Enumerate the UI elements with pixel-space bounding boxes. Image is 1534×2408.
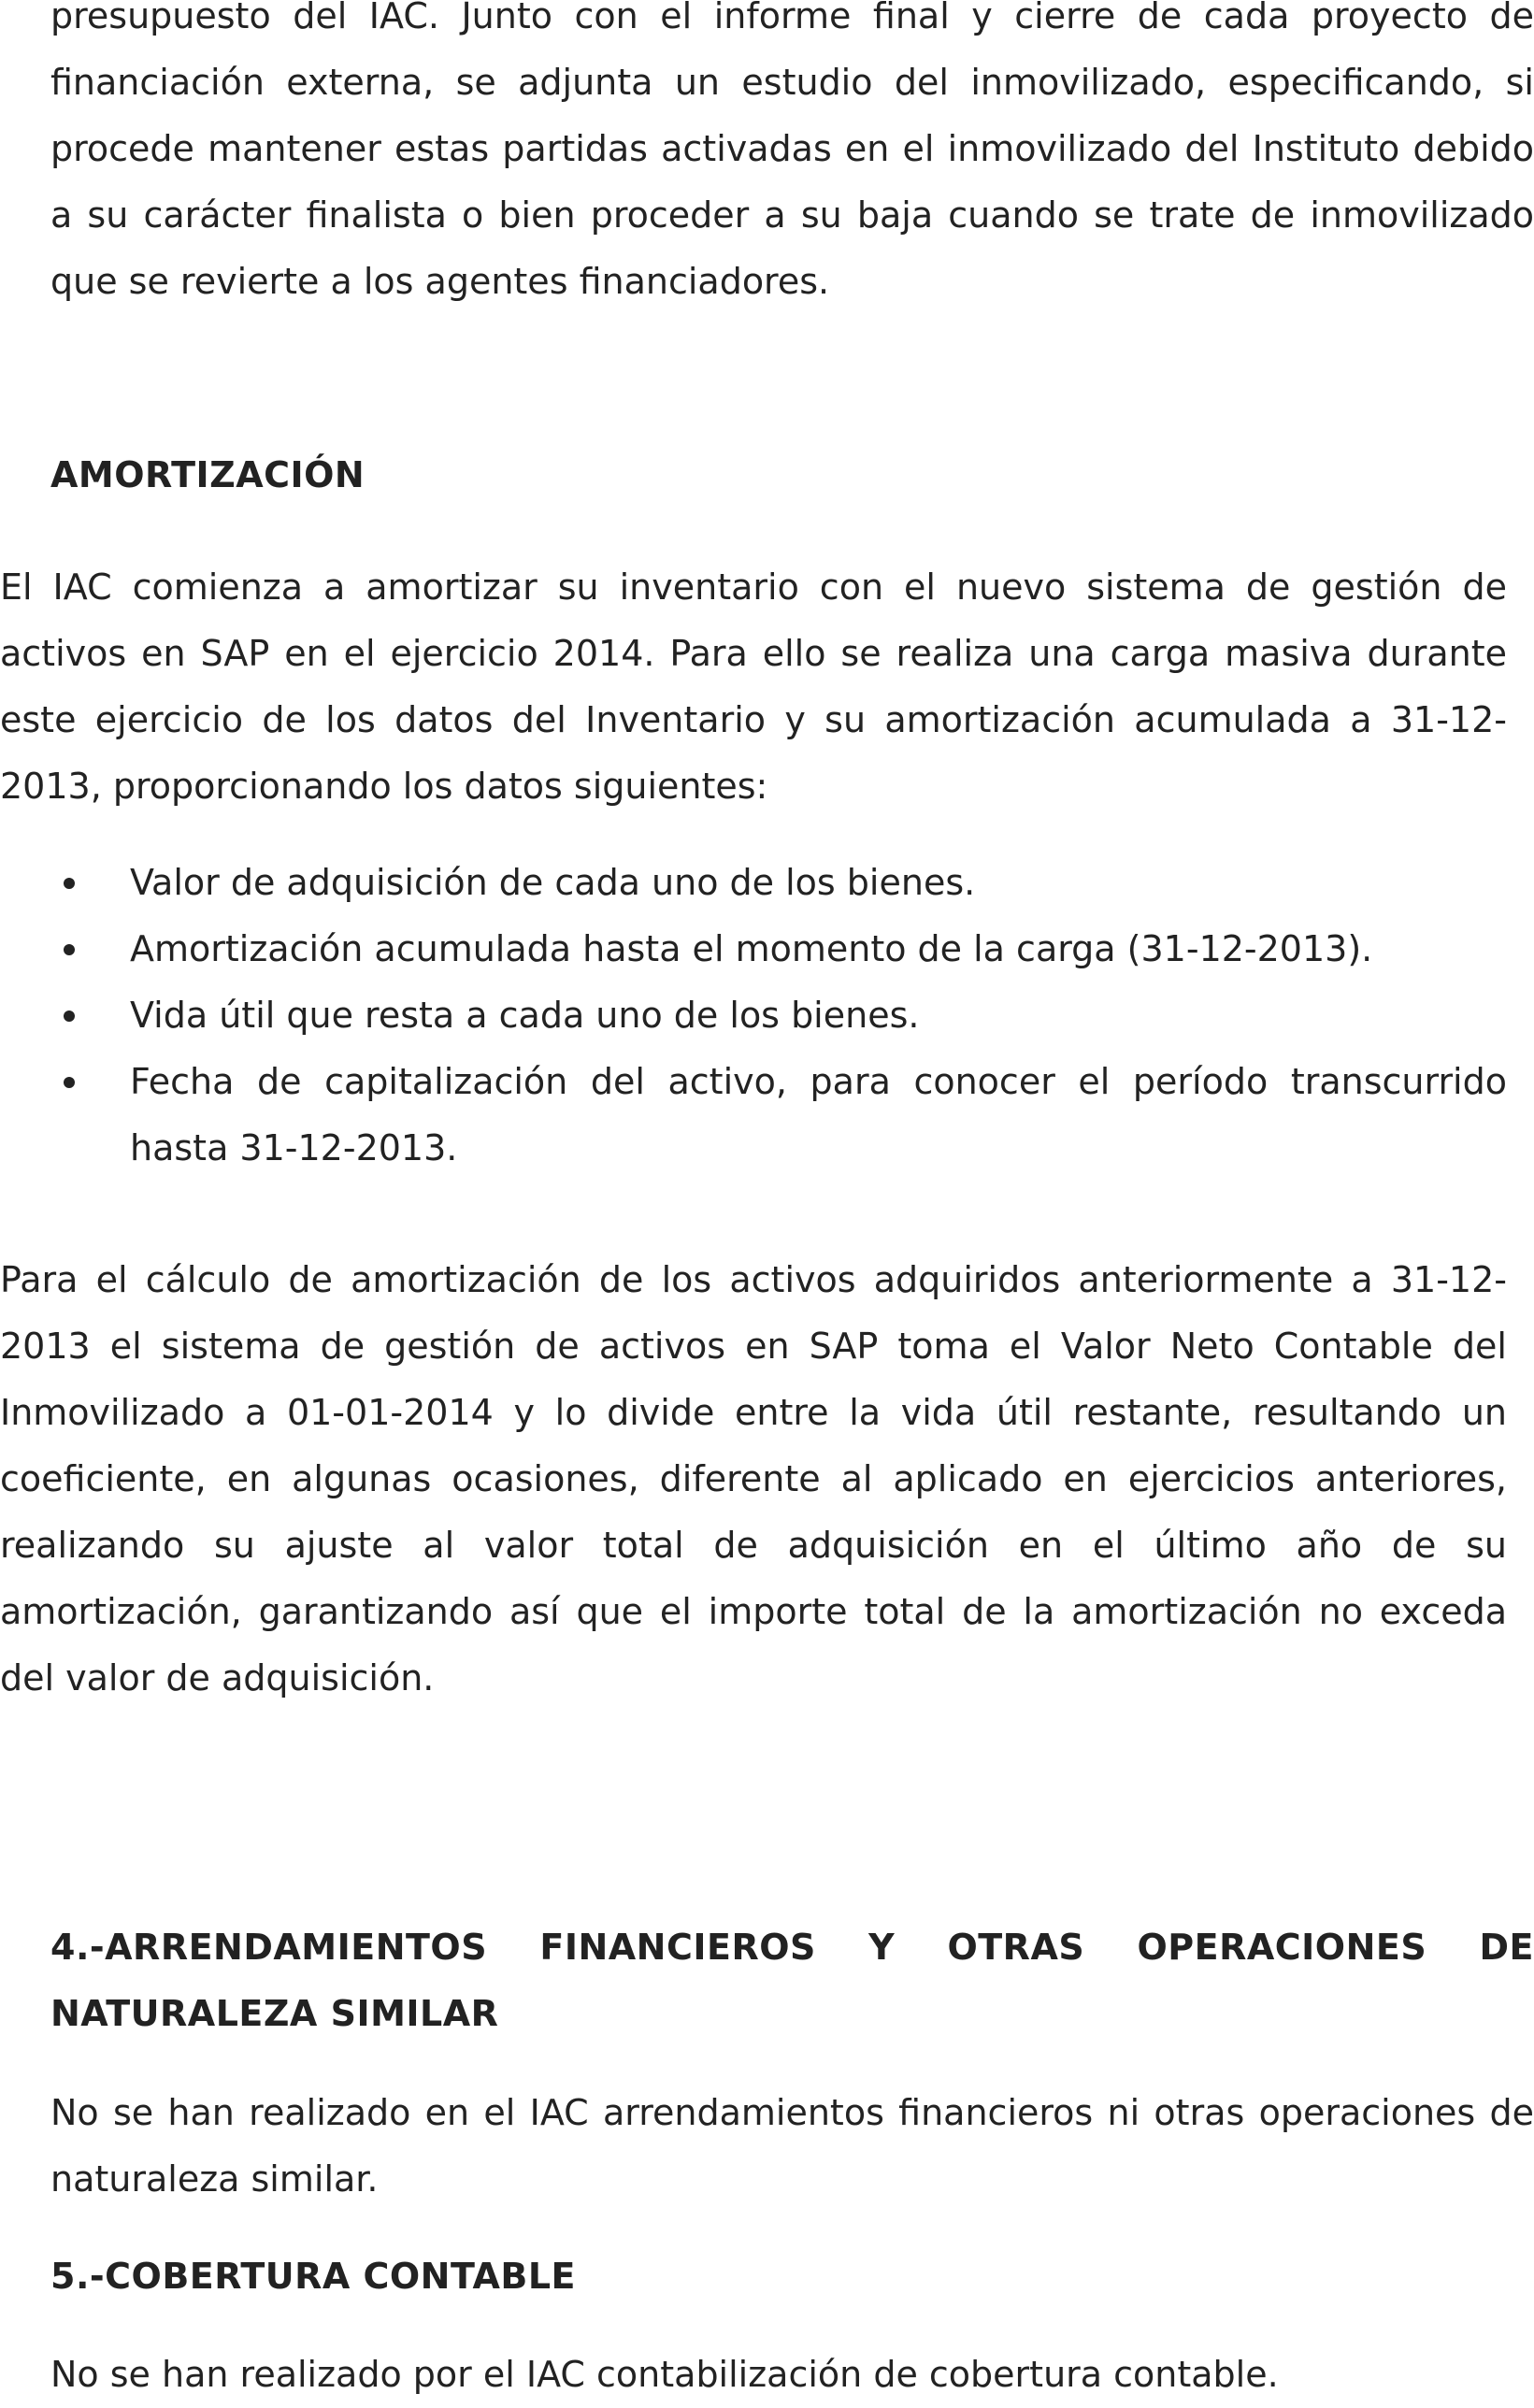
bullet-icon xyxy=(64,1077,75,1088)
paragraph-presupuesto: presupuesto del IAC. Junto con el informe final y cierre de cada proyecto de financiación externa, se adjunta un estudio del inmovilizado, especificando, si procede mantener estas partidas activadas en el inmovilizado del Instituto debido a su carácter finalista o bien proceder a su baja cuando se trate de inmovilizado que se revierte a los agentes financiadores. xyxy=(50,0,1534,302)
paragraph-amortizacion-intro: El IAC comienza a amortizar su inventario con el nuevo sistema de gestión de activos en SAP en el ejercicio 2014. Para ello se realiza una carga masiva durante este ejercicio de los datos del Inventario y su amortización acumulada a 31-12-2013, proporcionando los datos siguientes: xyxy=(0,566,1507,807)
list-item-text: Vida útil que resta a cada uno de los bienes. xyxy=(130,995,920,1036)
heading-amortizacion: AMORTIZACIÓN xyxy=(50,454,366,495)
list-item-text: Amortización acumulada hasta el momento de la carga (31-12-2013). xyxy=(130,928,1373,969)
list-item xyxy=(0,1049,1507,1182)
heading-cobertura-contable: 5.-COBERTURA CONTABLE xyxy=(50,2256,577,2297)
list-item xyxy=(0,850,1507,916)
bullet-list-datos xyxy=(0,850,1507,1182)
list-item-text: Valor de adquisición de cada uno de los bienes. xyxy=(130,862,976,903)
heading-arrendamientos: 4.-ARRENDAMIENTOS FINANCIEROS Y OTRAS OPERACIONES DE NATURALEZA SIMILAR xyxy=(50,1927,1534,2034)
bullet-icon xyxy=(64,1010,75,1022)
paragraph-arrendamientos: No se han realizado en el IAC arrendamientos financieros ni otras operaciones de naturaleza similar. xyxy=(50,2092,1534,2200)
list-item xyxy=(0,982,1507,1049)
paragraph-cobertura: No se han realizado por el IAC contabilización de cobertura contable. xyxy=(50,2354,1279,2395)
paragraph-calculo-amortizacion: Para el cálculo de amortización de los activos adquiridos anteriormente a 31-12-2013 el sistema de gestión de activos en SAP toma el Valor Neto Contable del Inmovilizado a 01-01-2014 y lo divide entre la vida útil restante, resultando un coeficiente, en algunas ocasiones, diferente al aplicado en ejercicios anteriores, realizando su ajuste al valor total de adquisición en el último año de su amortización, garantizando así que el importe total de la amortización no exceda del valor de adquisición. xyxy=(0,1259,1507,1698)
list-item-text: Fecha de capitalización del activo, para conocer el período transcurrido hasta 31-12-2013. xyxy=(130,1061,1507,1168)
bullet-icon xyxy=(64,944,75,955)
list-item xyxy=(0,916,1507,982)
bullet-icon xyxy=(64,878,75,889)
